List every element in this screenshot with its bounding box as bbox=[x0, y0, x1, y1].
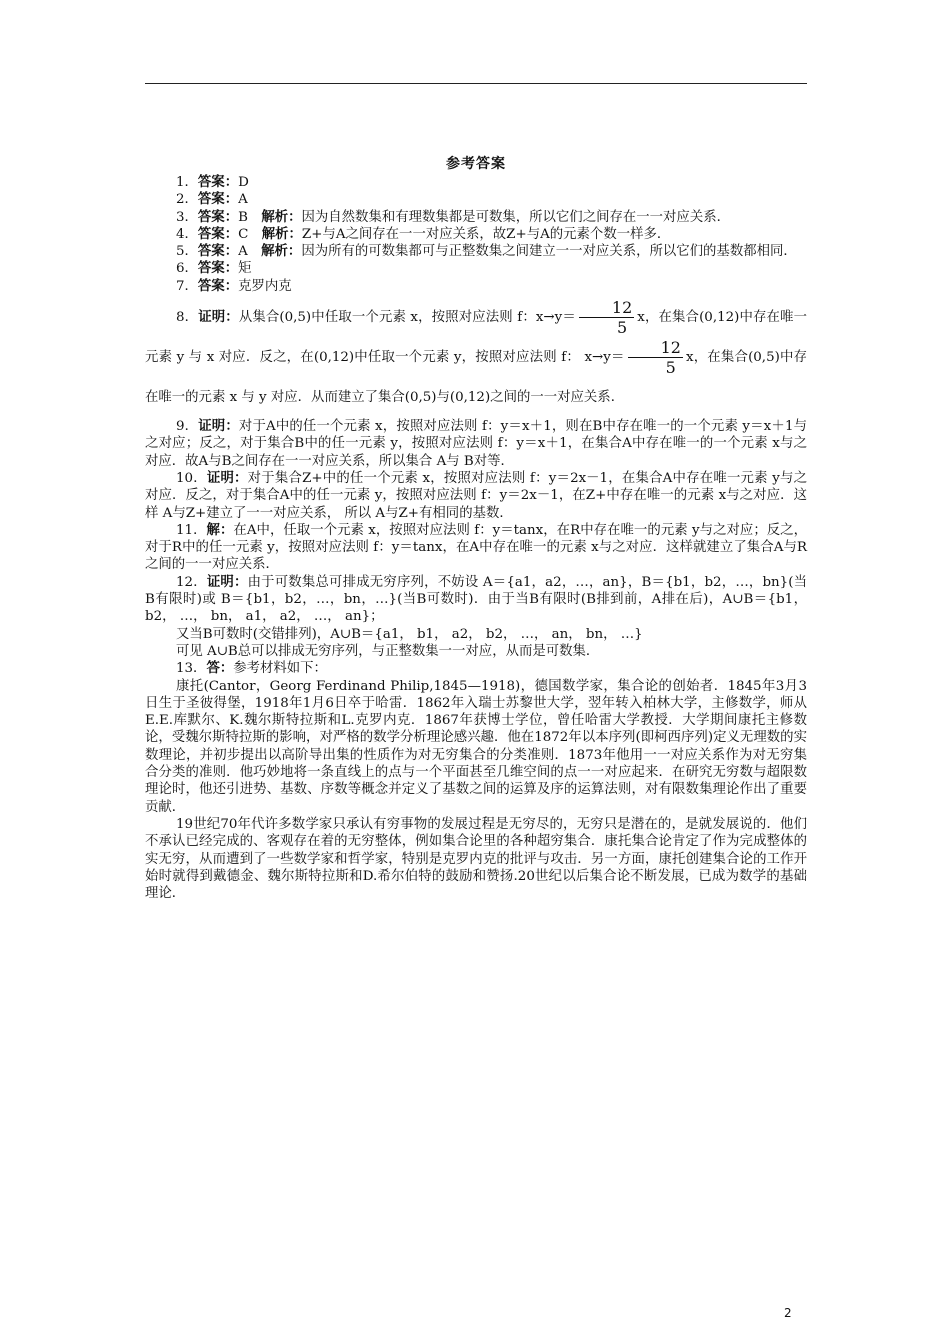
answer-2: 2．答案：A bbox=[176, 191, 248, 208]
answer-9: 9．证明：对于A中的任一个元素 x，按照对应法则 f：y＝x＋1，则在B中存在唯一的一个元素 y＝x＋1与之对应；反之，对于集合B中的任一元素 y，按照对应法则 f：y＝x＋1，在集合A中存在唯一的一个元素 x与之对应．故A与B之间存在一一对应关系，所以集合 A与 B对等． bbox=[145, 418, 808, 469]
answer-11: 11．解：在A中，任取一个元素 x，按照对应法则 f：y＝tanx，在R中存在唯一的元素 y与之对应；反之，对于R中的任一元素 y，按照对应法则 f：y＝tanx，在A中存在唯一的元素 x与之对应．这样就建立了集合A与R之间的一一对应关系． bbox=[145, 521, 808, 573]
fraction-12-over-5: $\frac{12}{5}$ bbox=[628, 338, 683, 377]
page-number: 2 bbox=[784, 1306, 792, 1320]
header-rule bbox=[145, 83, 807, 84]
answer-13-paragraph-1: 康托(Cantor，Georg Ferdinand Philip,1845—1918)，德国数学家，集合论的创始者．1845年3月3日生于圣彼得堡，1918年1月6日卒于哈雷．1862年入瑞士苏黎世大学，翌年转入柏林大学，主修数学，师从E.E.库默尔、K.魏尔斯特拉斯和L.克罗内克．1867年获博士学位，曾任哈雷大学教授．大学期间康托主修数论，受魏尔斯特拉斯的影响，对严格的数学分析理论感兴趣．他在1872年以本序列(即柯西序列)定义无理数的实数理论，并初步提出以高阶导出集的性质作为对无穷集合的分类准则．1873年他用一一对应关系作为对无穷集合分类的准则．他巧妙地将一条直线上的点与一个平面甚至几维空间的点一一对应起来．在研究无穷数与超限数理论时，他还引进势、基数、序数等概念并定义了基数之间的运算及序的运算法则，对有限数集理论作出了重要贡献． bbox=[145, 678, 807, 815]
answer-3: 3．答案：B 解析：因为自然数集和有理数集都是可数集，所以它们之间存在一一对应关系． bbox=[176, 208, 730, 225]
answer-1: 1．答案：D bbox=[176, 174, 249, 190]
answer-7: 7．答案：克罗内克 bbox=[176, 277, 292, 294]
answer-10: 10．证明：对于集合Z+中的任一个元素 x，按照对应法则 f：y＝2x－1，在集合A中存在唯一元素 y与之对应．反之，对于集合A中的任一元素 y，按照对应法则 f：y＝2x－1，在Z+中存在唯一的元素 x与之对应．这样 A与Z+建立了一一对应关系， 所以 A与Z+有相同的基数． bbox=[145, 469, 807, 521]
section-title: 参考答案 bbox=[446, 156, 506, 172]
answer-8: 8．证明：从集合(0,5)中任取一个元素 x，按照对应法则 f：x→y＝ $\frac{12}{5}$ x，在集合(0,12)中存在唯一元素 y 与 x 对应．反之，在(0,12)中任取一个元素 y，按照对应法则 f： x→y＝ $\frac{12}{5}$ x，在集合(0,5)中存在唯一的元素 x 与 y 对应．从而建立了集合(0,5)与(0,12)之间的一一对应关系． bbox=[145, 298, 807, 406]
answers-body bbox=[145, 174, 807, 902]
answer-12: 12．证明：由于可数集总可排成无穷序列，不妨设 A＝{a1，a2，…，an}，B＝{b1，b2，…，bn}(当B有限时)或 B＝{b1，b2，…，bn，…}(当B可数时)．由于当B有限时(B排到前，A排在后)，A∪B＝{b1， b2， …， bn， a1， a2， …， an}； bbox=[145, 573, 807, 625]
answer-12-continued: 又当B可数时(交错排列)，A∪B＝{a1， b1， a2， b2， …， an， bn， …} bbox=[176, 626, 643, 642]
answer-6: 6．答案：矩 bbox=[176, 260, 252, 277]
answer-4: 4．答案：C 解析：Z+与A之间存在一一对应关系，故Z+与A的元素个数一样多． bbox=[176, 225, 671, 242]
answer-13: 13．答：参考材料如下： bbox=[176, 660, 327, 677]
answer-5: 5．答案：A 解析：因为所有的可数集都可与正整数集之间建立一一对应关系，所以它们的基数都相同． bbox=[176, 243, 797, 260]
answer-12-conclusion: 可见 A∪B总可以排成无穷序列，与正整数集一一对应，从而是可数集． bbox=[176, 643, 600, 659]
answer-13-paragraph-2: 19世纪70年代许多数学家只承认有穷事物的发展过程是无穷尽的，无穷只是潜在的，是就发展说的．他们不承认已经完成的、客观存在着的无穷整体，例如集合论里的各种超穷集合．康托集合论肯定了作为完成整体的实无穷，从而遭到了一些数学家和哲学家，特别是克罗内克的批评与攻击．另一方面，康托创建集合论的工作开始时就得到戴德金、魏尔斯特拉斯和D.希尔伯特的鼓励和赞扬.20世纪以后集合论不断发展，已成为数学的基础理论． bbox=[145, 816, 807, 902]
fraction-12-over-5: $\frac{12}{5}$ bbox=[579, 298, 634, 337]
